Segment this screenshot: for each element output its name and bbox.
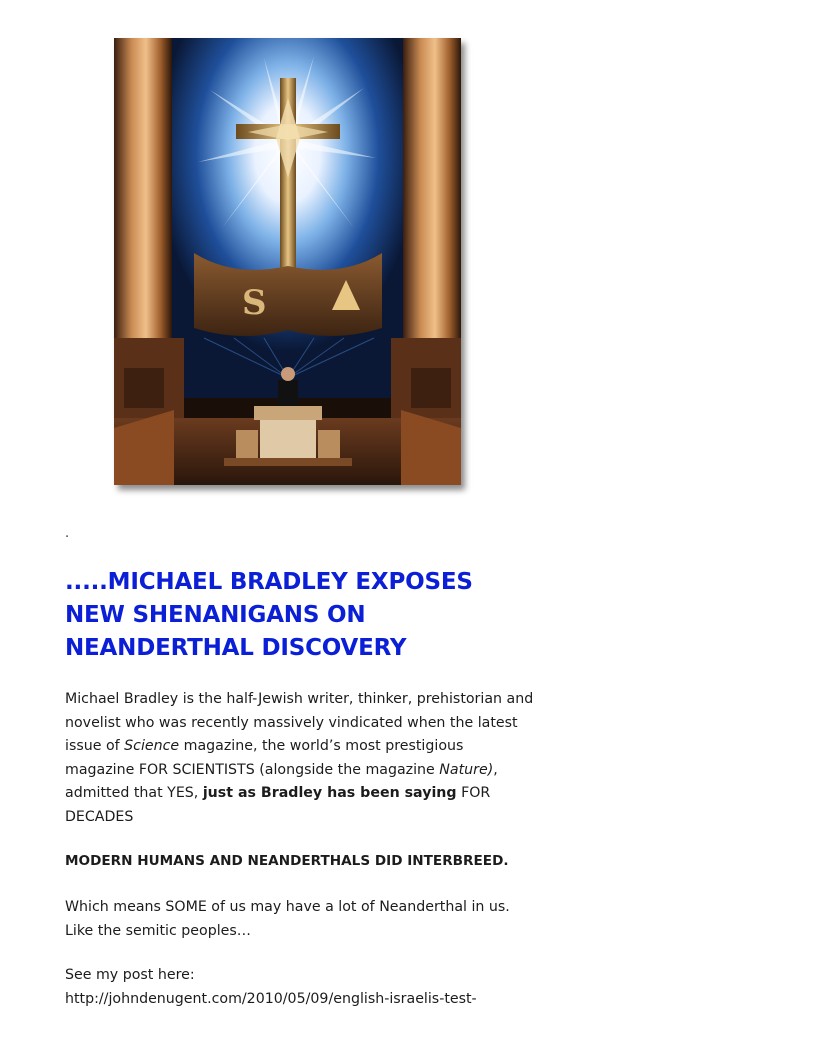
separator-dot: . (65, 526, 70, 541)
nature-title: Nature) (439, 761, 494, 778)
post-link[interactable]: http://johndenugent.com/2010/05/09/english-israelis-test- (65, 990, 477, 1007)
bradley-emphasis: just as Bradley has been saying (202, 785, 457, 801)
paragraph-see-post (65, 964, 535, 1011)
article-headline[interactable]: .....MICHAEL BRADLEY EXPOSES NEW SHENANIGANS ON NEANDERTHAL DISCOVERY (65, 569, 473, 661)
intro-text-4: FOR DECADES (65, 785, 491, 825)
altar-photo (114, 38, 461, 485)
intro-text-1: Michael Bradley is the half-Jewish writer, thinker, prehistorian and novelist who was recently massively vindicated when the latest issue of (65, 691, 534, 754)
paragraph-interbreed: MODERN HUMANS AND NEANDERTHALS DID INTERBREED. (65, 853, 509, 869)
science-title: Science (124, 738, 180, 754)
intro-text-2: magazine, the world’s most prestigious magazine FOR SCIENTISTS (alongside the magazine (65, 738, 464, 778)
see-post-label: See my post here: (65, 967, 195, 983)
cross-altar-painting-icon (114, 38, 461, 485)
svg-text:S: S (242, 283, 267, 323)
paragraph-neanderthal: Which means SOME of us may have a lot of Neanderthal in us. Like the semitic peoples… (65, 899, 510, 939)
intro-text-3: , admitted that YES, (65, 761, 498, 801)
paragraph-intro (65, 688, 535, 829)
